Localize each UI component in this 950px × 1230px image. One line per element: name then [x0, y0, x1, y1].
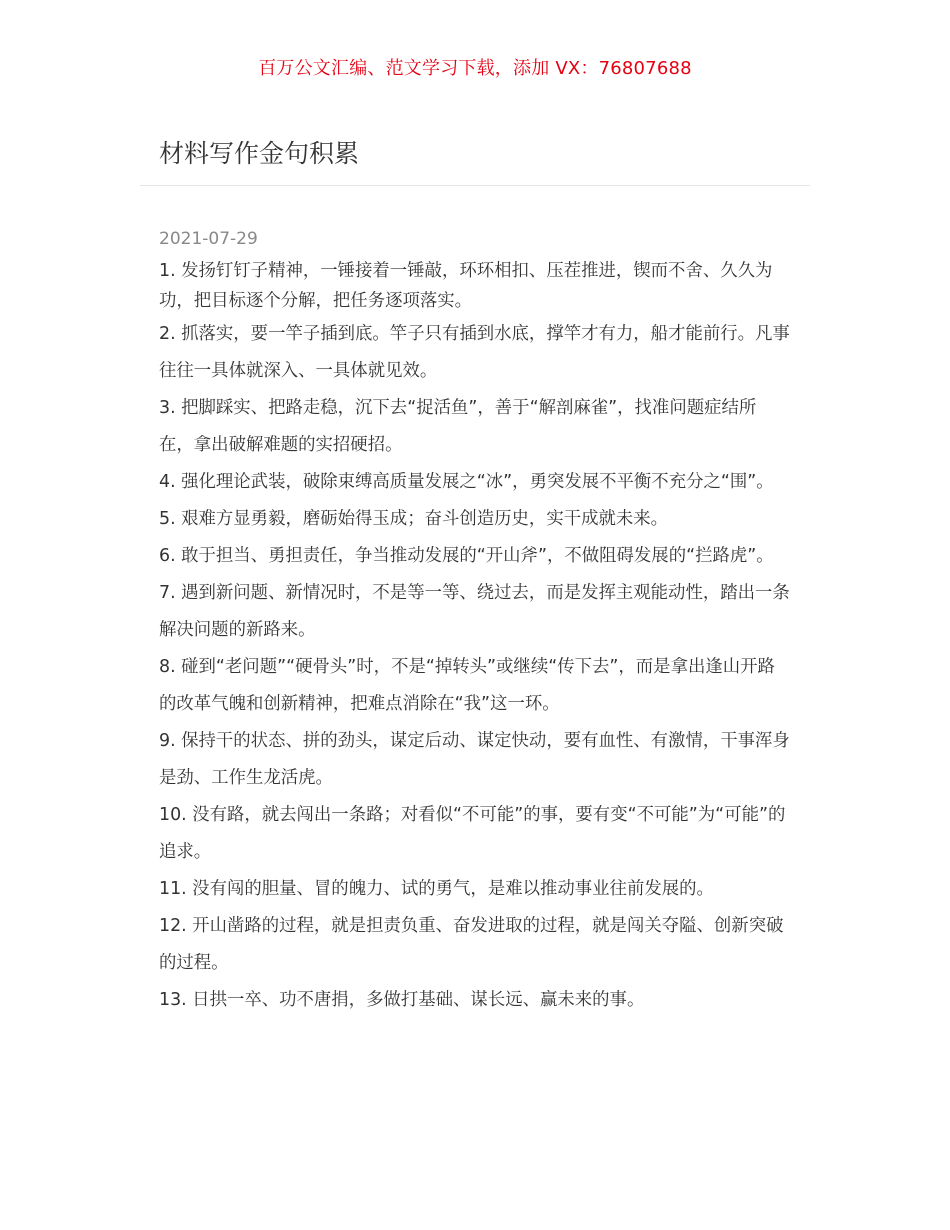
quote-item-4: 4. 强化理论武装，破除束缚高质量发展之“冰”，勇突发展不平衡不充分之“围”。	[159, 472, 774, 492]
article	[140, 132, 810, 1019]
quote-item-11: 11. 没有闯的胆量、冒的魄力、试的勇气，是难以推动事业往前发展的。	[159, 879, 714, 899]
quote-item-10: 10. 没有路，就去闯出一条路；对看似“不可能”的事，要有变“不可能”为“可能”的追求。	[159, 805, 786, 862]
quote-item-12: 12. 开山凿路的过程，就是担责负重、奋发进取的过程，就是闯关夺隘、创新突破的过程。	[159, 916, 784, 973]
quote-item-6: 6. 敢于担当、勇担责任，争当推动发展的“开山斧”，不做阻碍发展的“拦路虎”。	[159, 546, 774, 566]
promo-banner: 百万公文汇编、范文学习下载，添加 VX：76807688	[258, 58, 692, 79]
quote-item-5: 5. 艰难方显勇毅，磨砺始得玉成；奋斗创造历史，实干成就未来。	[159, 509, 669, 529]
quote-item-13: 13. 日拱一卒、功不唐捐，多做打基础、谋长远、赢未来的事。	[159, 990, 645, 1010]
quote-list	[159, 256, 791, 1019]
article-content	[140, 227, 810, 1019]
page-title: 材料写作金句积累	[159, 139, 360, 168]
quote-item-8: 8. 碰到“老问题”“硬骨头”时，不是“掉转头”或继续“传下去”，而是拿出逢山开路的改革气魄和创新精神，把难点消除在“我”这一环。	[159, 657, 775, 714]
quote-item-3: 3. 把脚踩实、把路走稳，沉下去“捉活鱼”，善于“解剖麻雀”，找准问题症结所在，拿出破解难题的实招硬招。	[159, 398, 757, 455]
quote-item-1: 1. 发扬钉钉子精神，一锤接着一锤敲，环环相扣、压茬推进，锲而不舍、久久为功，把目标逐个分解，把任务逐项落实。	[159, 261, 773, 311]
quote-item-7: 7. 遇到新问题、新情况时，不是等一等、绕过去，而是发挥主观能动性，踏出一条解决问题的新路来。	[159, 583, 790, 640]
publish-date: 2021-07-29	[159, 229, 258, 249]
quote-item-2: 2. 抓落实，要一竿子插到底。竿子只有插到水底，撑竿才有力，船才能前行。凡事往往一具体就深入、一具体就见效。	[159, 324, 790, 381]
title-divider	[140, 185, 810, 186]
quote-item-9: 9. 保持干的状态、拼的劲头，谋定后动、谋定快动，要有血性、有激情，干事浑身是劲、工作生龙活虎。	[159, 731, 790, 788]
